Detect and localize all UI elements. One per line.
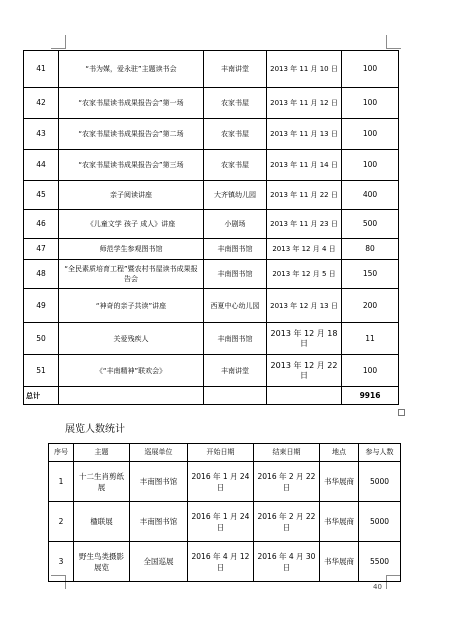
event-venue: 丰南图书馆: [204, 260, 267, 289]
event-title: “农家书屋读书成果报告会”第二场: [59, 119, 204, 150]
event-venue: 小剧场: [204, 210, 267, 239]
row-number: 43: [24, 119, 59, 150]
events-table: [23, 50, 399, 405]
start-date: 2016 年 1 月 24 日: [188, 462, 254, 502]
exhibit-place: 书华展商: [320, 542, 359, 582]
row-number: 3: [49, 542, 74, 582]
event-date: 2013 年 12 月 22 日: [267, 355, 342, 387]
exhibit-place: 书华展商: [320, 502, 359, 542]
exhibit-theme: 野生鸟类摄影展览: [74, 542, 130, 582]
table-row: [49, 542, 401, 582]
column-header: 地点: [320, 444, 359, 462]
event-date: 2013 年 11 月 23 日: [267, 210, 342, 239]
event-date: 2013 年 11 月 14 日: [267, 150, 342, 181]
row-number: 47: [24, 239, 59, 260]
event-title: “农家书屋读书成果报告会”第一场: [59, 88, 204, 119]
exhibit-theme: 十二生肖剪纸展: [74, 462, 130, 502]
empty-cell: [267, 387, 342, 405]
event-venue: 大齐镇幼儿园: [204, 181, 267, 210]
event-venue: 农家书屋: [204, 119, 267, 150]
event-date: 2013 年 12 月 4 日: [267, 239, 342, 260]
total-label: 总计: [24, 387, 59, 405]
row-number: 2: [49, 502, 74, 542]
row-number: 46: [24, 210, 59, 239]
end-date: 2016 年 2 月 22 日: [254, 462, 320, 502]
event-date: 2013 年 11 月 10 日: [267, 51, 342, 88]
event-title: 《儿童文学 孩子 成人》讲座: [59, 210, 204, 239]
row-number: 51: [24, 355, 59, 387]
event-count: 100: [342, 355, 399, 387]
row-number: 50: [24, 323, 59, 355]
event-venue: 农家书屋: [204, 88, 267, 119]
table-row: [24, 260, 399, 289]
event-date: 2013 年 11 月 13 日: [267, 119, 342, 150]
event-title: 《“丰南精神”联欢会》: [59, 355, 204, 387]
row-number: 45: [24, 181, 59, 210]
table-row: [24, 150, 399, 181]
exhibit-theme: 楹联展: [74, 502, 130, 542]
exhibit-table: [48, 443, 401, 582]
event-count: 100: [342, 150, 399, 181]
event-count: 100: [342, 88, 399, 119]
event-date: 2013 年 12 月 13 日: [267, 289, 342, 323]
table-row: [24, 119, 399, 150]
column-header: 巡展单位: [130, 444, 188, 462]
column-header: 主题: [74, 444, 130, 462]
table-row: [24, 210, 399, 239]
event-venue: 丰南讲堂: [204, 51, 267, 88]
crop-mark: [65, 35, 66, 49]
row-number: 1: [49, 462, 74, 502]
row-number: 44: [24, 150, 59, 181]
start-date: 2016 年 4 月 12 日: [188, 542, 254, 582]
crop-mark: [387, 48, 401, 49]
event-count: 500: [342, 210, 399, 239]
empty-cell: [204, 387, 267, 405]
event-title: 亲子阅读讲座: [59, 181, 204, 210]
event-title: “农家书屋读书成果报告会”第三场: [59, 150, 204, 181]
event-date: 2013 年 12 月 5 日: [267, 260, 342, 289]
event-title: “神奇的亲子共读”讲座: [59, 289, 204, 323]
exhibit-unit: 丰南图书馆: [130, 462, 188, 502]
event-count: 400: [342, 181, 399, 210]
table-row: [49, 502, 401, 542]
page-number: 40: [373, 583, 382, 591]
end-date: 2016 年 2 月 22 日: [254, 502, 320, 542]
start-date: 2016 年 1 月 24 日: [188, 502, 254, 542]
section-title: 展览人数统计: [65, 424, 125, 435]
event-count: 80: [342, 239, 399, 260]
row-number: 41: [24, 51, 59, 88]
table-row: [24, 355, 399, 387]
table-row: [24, 88, 399, 119]
event-venue: 西夏中心幼儿园: [204, 289, 267, 323]
event-venue: 丰南图书馆: [204, 323, 267, 355]
event-count: 150: [342, 260, 399, 289]
table-row: [24, 289, 399, 323]
table-resize-handle[interactable]: [398, 409, 405, 416]
column-header: 参与人数: [359, 444, 401, 462]
event-date: 2013 年 11 月 12 日: [267, 88, 342, 119]
event-title: “书为媒，爱永驻”主题读书会: [59, 51, 204, 88]
column-header: 序号: [49, 444, 74, 462]
row-number: 42: [24, 88, 59, 119]
event-count: 11: [342, 323, 399, 355]
participant-count: 5000: [359, 502, 401, 542]
event-venue: 农家书屋: [204, 150, 267, 181]
total-row: [24, 387, 399, 405]
event-count: 100: [342, 51, 399, 88]
table-row: [24, 323, 399, 355]
end-date: 2016 年 4 月 30 日: [254, 542, 320, 582]
event-venue: 丰南图书馆: [204, 239, 267, 260]
event-title: 关爱残疾人: [59, 323, 204, 355]
header-row: [49, 444, 401, 462]
event-count: 200: [342, 289, 399, 323]
event-title: 师范学生参观图书馆: [59, 239, 204, 260]
event-date: 2013 年 11 月 22 日: [267, 181, 342, 210]
crop-mark: [51, 48, 65, 49]
row-number: 49: [24, 289, 59, 323]
empty-cell: [59, 387, 204, 405]
exhibit-place: 书华展商: [320, 462, 359, 502]
table-row: [24, 181, 399, 210]
table-row: [24, 239, 399, 260]
column-header: 开始日期: [188, 444, 254, 462]
row-number: 48: [24, 260, 59, 289]
table-row: [24, 51, 399, 88]
total-value: 9916: [342, 387, 399, 405]
event-count: 100: [342, 119, 399, 150]
event-title: “全民素质培育工程”暨农村书屋读书成果报告会: [59, 260, 204, 289]
column-header: 结束日期: [254, 444, 320, 462]
participant-count: 5000: [359, 462, 401, 502]
exhibit-unit: 丰南图书馆: [130, 502, 188, 542]
exhibit-unit: 全国巡展: [130, 542, 188, 582]
event-venue: 丰南讲堂: [204, 355, 267, 387]
table-row: [49, 462, 401, 502]
event-date: 2013 年 12 月 18 日: [267, 323, 342, 355]
crop-mark: [386, 35, 387, 49]
participant-count: 5500: [359, 542, 401, 582]
